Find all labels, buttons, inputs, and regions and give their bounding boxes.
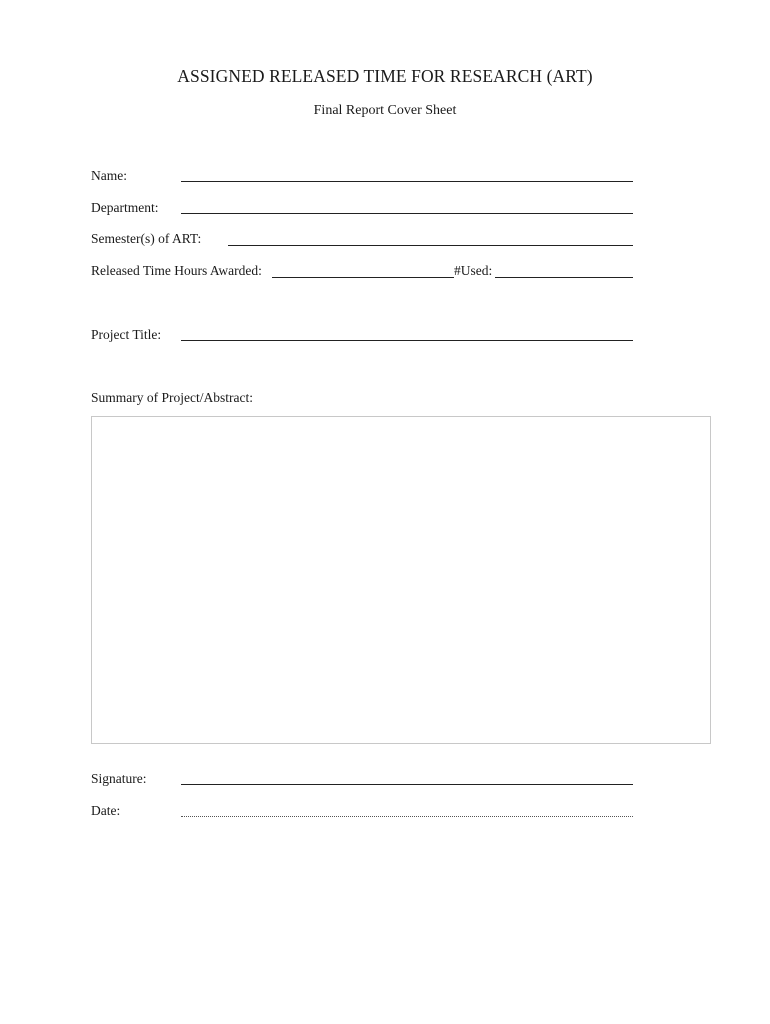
summary-textarea[interactable] — [92, 417, 710, 743]
name-underline — [181, 181, 633, 182]
signature-field[interactable] — [181, 768, 633, 784]
semesters-underline — [228, 245, 633, 246]
project-title-underline — [181, 340, 633, 341]
department-underline — [181, 213, 633, 214]
semesters-field[interactable] — [228, 229, 633, 245]
hours-awarded-field[interactable] — [272, 261, 454, 277]
date-underline — [181, 816, 633, 817]
date-field[interactable] — [181, 800, 633, 816]
name-label: Name: — [91, 168, 127, 183]
document-title: ASSIGNED RELEASED TIME FOR RESEARCH (ART) — [177, 66, 593, 86]
project-title-field[interactable] — [181, 325, 633, 341]
document-subtitle: Final Report Cover Sheet — [313, 103, 457, 118]
name-field[interactable] — [181, 166, 633, 182]
date-label: Date: — [91, 803, 121, 818]
summary-label: Summary of Project/Abstract: — [91, 390, 253, 405]
hours-awarded-label: Released Time Hours Awarded: — [91, 263, 262, 278]
signature-label: Signature: — [91, 771, 147, 786]
hours-used-field[interactable] — [495, 261, 633, 277]
hours-awarded-underline — [272, 277, 454, 278]
project-title-label: Project Title: — [91, 327, 162, 342]
department-label: Department: — [91, 200, 159, 215]
hours-used-underline — [495, 277, 633, 278]
hours-used-label: #Used: — [454, 263, 493, 278]
department-field[interactable] — [181, 198, 633, 214]
signature-underline — [181, 784, 633, 785]
summary-box — [91, 416, 711, 744]
semesters-label: Semester(s) of ART: — [91, 231, 202, 246]
